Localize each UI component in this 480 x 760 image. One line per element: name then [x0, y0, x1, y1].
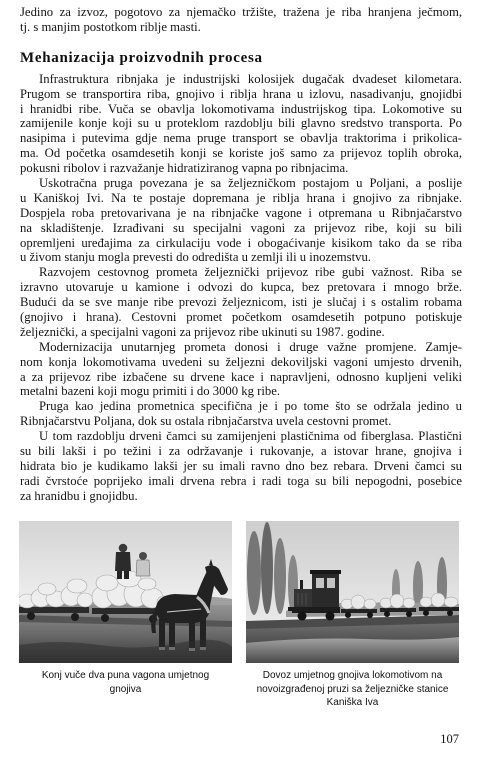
text-line: u Kaniškoj Ivi. Na te postaje dopremana je riblja hrana i gnojivo za ribnjake.	[20, 190, 462, 205]
section-paragraphs	[20, 72, 462, 504]
text-line: nasipima i putevima gdje nema pruge transport se obavlja traktorima i prikolica-	[20, 131, 462, 146]
text-line: za hranidbu i gnojidbu.	[20, 488, 138, 503]
paragraph	[20, 176, 462, 265]
locomotive-train-photo	[246, 521, 459, 663]
text-line: i hranidbi ribe. Vuča se obavlja lokomotivama industrijskog tipa. Lokomotive su	[20, 101, 462, 116]
paragraph	[20, 72, 462, 176]
figure-caption	[19, 669, 232, 696]
horse-pulling-wagons-photo	[19, 521, 232, 663]
figure-caption	[246, 669, 459, 710]
text-line: željeznički, a specijalni vagoni za prijevoz ribe ukinuti su 1987. godine.	[20, 324, 385, 339]
fertilizer-sacks	[341, 593, 458, 609]
caption-line: gnojiva	[109, 683, 142, 695]
section-heading: Mehanizacija proizvodnih procesa	[20, 49, 263, 66]
water-channel	[246, 637, 459, 663]
text-line: Budući da se sve manje ribe prevozi željeznicom, isti je slučaj i s ostalim robama	[20, 295, 462, 310]
text-line: hidrata bio je kudikamo lakši jer su imali ravno dno bez rebara. Drveni čamci su	[20, 458, 462, 473]
text-line: Infrastruktura ribnjaka je industrijski kolosijek dugačak dvadeset kilometara.	[39, 71, 462, 86]
text-line: nom konja lokomotivama uvedeni su željezni dekoviljski vagoni umjesto drvenih,	[20, 354, 462, 369]
text-line: radi čvrstoće poprijeko imali drvena rebra i radi toga su bili nepogodni, posebice	[20, 473, 462, 488]
text-line: izravno utovaruje u kamione i odvozi do kupca, bez pretovara i mnogo brže.	[20, 280, 462, 295]
caption-line: Dovoz umjetnog gnojiva lokomotivom na	[262, 670, 443, 681]
page-number: 107	[440, 732, 459, 746]
paragraph	[20, 265, 462, 339]
text-line: ma. Od početka osamdesetih konji se koriste još samo za prijevoz toplih obroka,	[20, 146, 462, 161]
caption-line: Kaniška Iva	[326, 697, 379, 708]
text-line: a za prijevoz ribe izbačene su drvene kace i napravljeni, odnosno kupljeni veliki	[20, 369, 462, 384]
text-line: Pruga kao jedina prometnica specifična je i po tome što se održala jedino u	[39, 399, 462, 414]
cab-window	[327, 578, 335, 588]
text-line: Dospjela roba pretovarivana je na ribnjačke vagone i otpremana u Ribnjačarstvo	[20, 205, 462, 220]
text-line: pokusni ribolov i razvažanje hidratiziranog vapna po ribnjacima.	[20, 161, 349, 176]
body-text	[20, 5, 462, 504]
cab-window	[316, 578, 324, 588]
caption-line: novoizgrađenoj pruzi sa željezničke stanice	[256, 683, 449, 695]
text-line: Prugom se transportira riba, gnojivo i riblja hrana u izlovu, nasadivanju, gnojidbi	[20, 86, 462, 101]
paragraph	[20, 399, 462, 429]
figure-horse-wagons	[19, 521, 232, 696]
text-line: opremljeni uređajima za cirkulaciju vode i obogaćivanje kisikom tako da se riba	[20, 235, 462, 250]
text-line: Uskotračna pruga povezana je sa željezničkom postajom u Poljani, a poslije	[39, 176, 462, 191]
text-line: Modernizacija unutarnjeg prometa donosi i druge važne promjene. Zamje-	[39, 339, 462, 354]
text-line: zamijenile konje koji su u proteklom razdoblju bili glavno sredstvo transporta. Po	[20, 116, 462, 131]
text-line: U tom razdoblju drveni čamci su zamijenjeni plastičnima od fiberglasa. Plastični	[39, 429, 462, 444]
figure-locomotive-train	[246, 521, 459, 710]
continued-paragraph	[20, 5, 462, 35]
text-line: tj. s manjim postotkom riblje masti.	[20, 19, 201, 34]
caption-line: Konj vuče dva puna vagona umjetnog	[41, 670, 210, 681]
text-line: metalni bazeni koji mogu primiti i do 3000 kg ribe.	[20, 384, 281, 399]
text-line: na skladištenje. Izrađivani su specijalni vagoni za prijevoz ribe, koji su bili	[20, 220, 462, 235]
text-line: su bili lakši i po težini i za održavanje i rukovanje, a istovar hrane, gnojiva i	[20, 444, 462, 459]
text-line: u živom stanju mogla prevesti do odredišta u zemlji ili u inozemstvu.	[20, 250, 371, 265]
text-line: Ribnjačarstvu Poljana, dok su ostala ribnjačarstva uvela cestovni promet.	[20, 414, 392, 429]
paragraph	[20, 340, 462, 400]
paragraph	[20, 429, 462, 503]
text-line: Jedino za izvoz, pogotovo za njemačko tržište, tražena je riba hranjena ječmom,	[20, 5, 462, 19]
text-line: (gnojivo i hrana). Cestovni promet početkom osamdesetih potpuno potiskuje	[20, 310, 462, 325]
text-line: Razvojem cestovnog prometa željeznički prijevoz ribe gubi važnost. Riba se	[39, 265, 462, 280]
